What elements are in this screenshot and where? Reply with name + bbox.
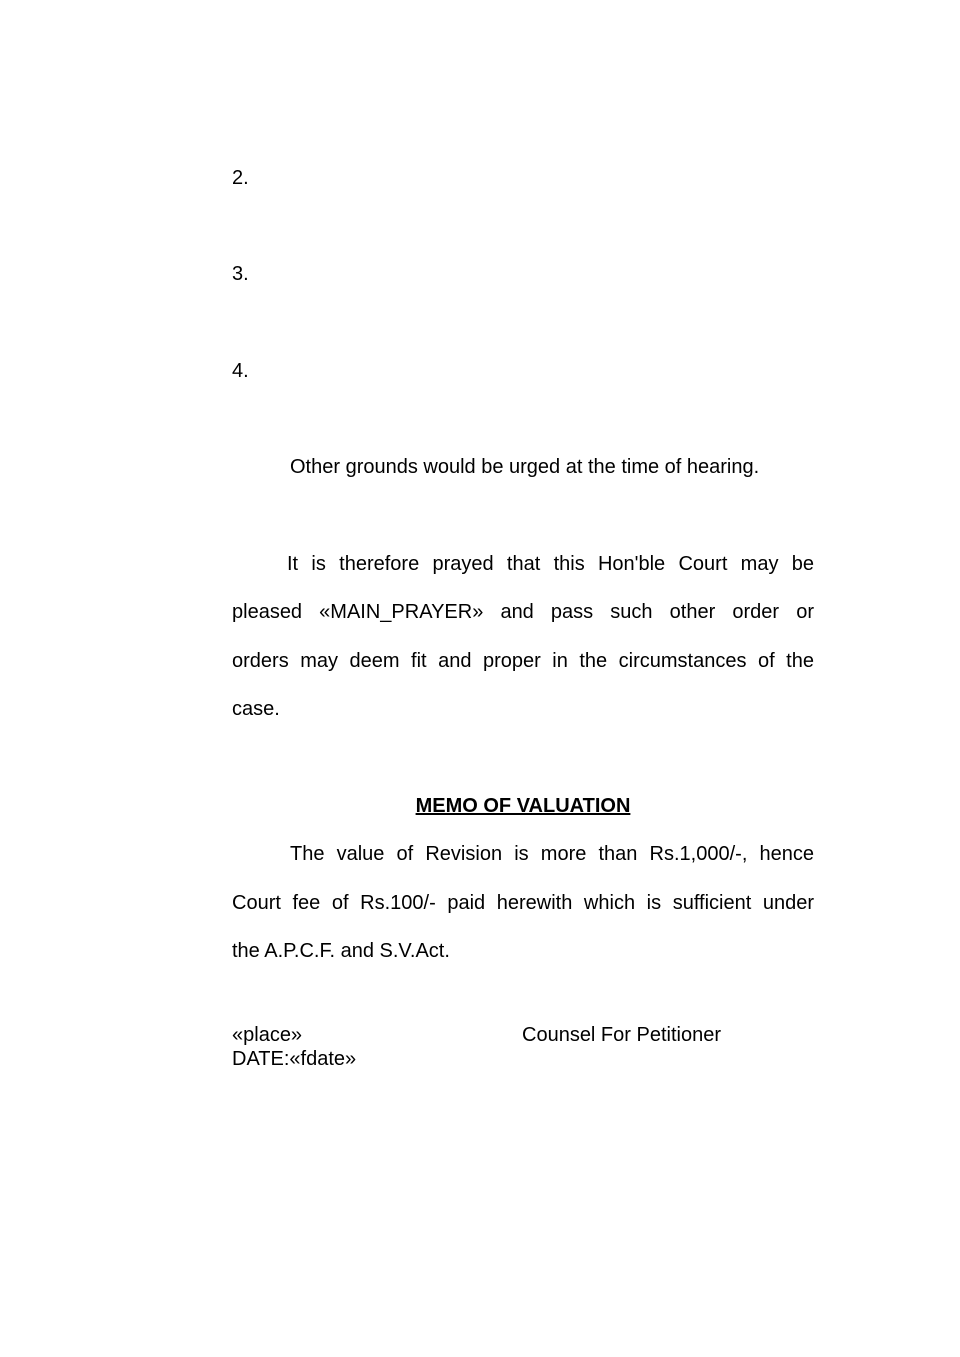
memo-line-3: the A.P.C.F. and S.V.Act.: [232, 940, 450, 962]
memo-heading: MEMO OF VALUATION: [415, 795, 631, 817]
ground-number-2: 2.: [232, 167, 249, 189]
prayer-line-1: [232, 552, 814, 576]
prayer-line-4: case.: [232, 698, 280, 720]
ground-number-4: 4.: [232, 360, 249, 382]
place-field: «place»: [232, 1024, 303, 1046]
prayer-line-3: orders may deem fit and proper in the circumstances of the: [232, 650, 814, 672]
date-field: DATE:«fdate»: [232, 1048, 357, 1070]
prayer-line-1-text: It is therefore prayed that this Hon'ble Court may be: [287, 553, 814, 575]
memo-line-2: Court fee of Rs.100/- paid herewith which is sufficient under: [232, 892, 814, 914]
other-grounds-text: Other grounds would be urged at the time of hearing.: [290, 456, 760, 478]
memo-line-1: The value of Revision is more than Rs.1,000/-, hence: [290, 843, 814, 865]
prayer-line-2: pleased «MAIN_PRAYER» and pass such other order or: [232, 601, 814, 623]
counsel-label: Counsel For Petitioner: [522, 1024, 721, 1046]
ground-number-3: 3.: [232, 263, 249, 285]
